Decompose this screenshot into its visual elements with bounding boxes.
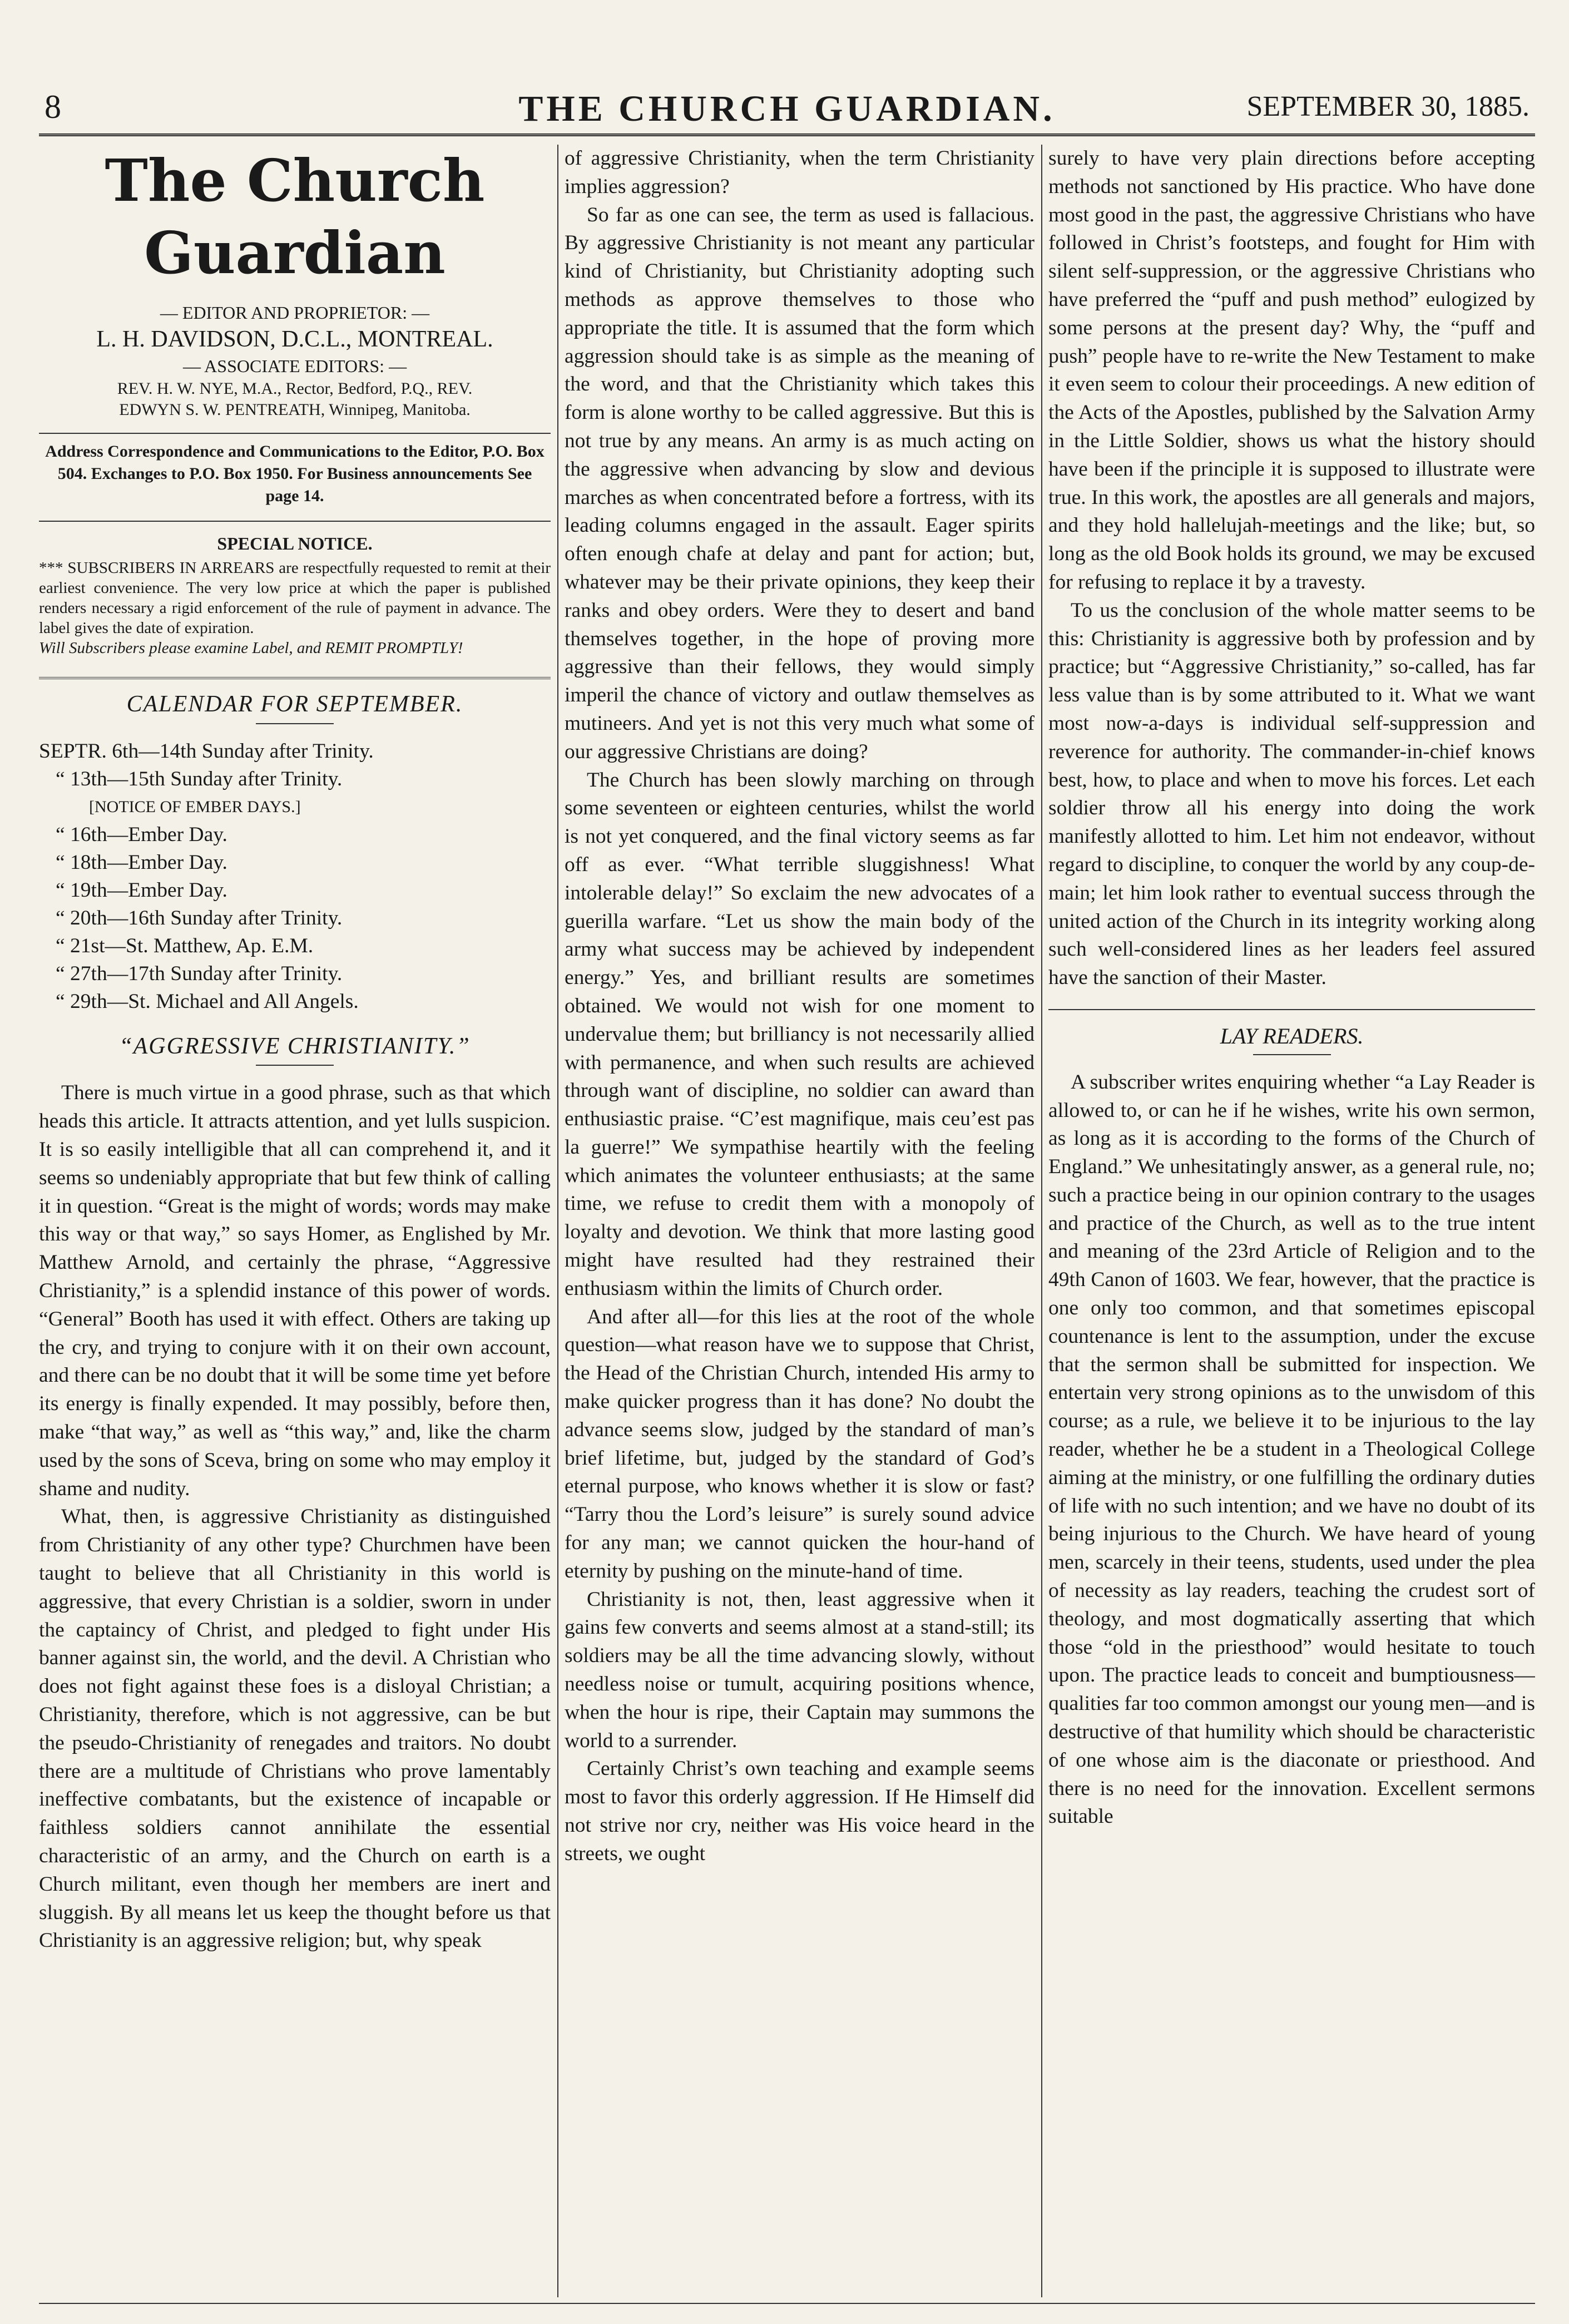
article-paragraph: There is much virtue in a good phrase, such as that which heads this article. It attracts attention, and yet lulls suspicion. It is so easily intelligible that all can comprehend it, and it seems so undeniably appropriate that but few think of calling it in question. “Great is the might of words; words may make this way or that way,” so says Homer, as Englished by Mr. Matthew Arnold, and certainly the phrase, “Aggressive Christianity,” is a splendid instance of this power of words. “General” Booth has used it with effect. Others are taking up the cry, and trying to conjure with it on their own account, and there can be no doubt that it will be some time yet before its energy is finally expended. It may possibly, before then, make “that way,” as well as “this way,” and, like the charm used by the sons of Sceva, bring on some who may employ it shame and nudity. [39, 1081, 551, 1500]
special-notice-heading: SPECIAL NOTICE. [39, 521, 551, 558]
lay-readers-paragraph: A subscriber writes enquiring whether “a Lay Reader is allowed to, or can he if he wishes, write his own sermon, as long as it is according to the forms of the Church of England.” We unhesitatingly answer, as a general rule, no; such a practice being in our opinion contrary to the usages and practice of the Church, as well as to the true intent and meaning of the 23rd Article of Religion and to the 49th Canon of 1603. We fear, however, that the practice is one only too common, and that sometimes episcopal countenance is lent to the assumption, under the excuse that the sermon shall be submitted for inspection. We entertain very strong opinions as to the unwisdom of this course; as a rule, we believe it to be injurious to the lay reader, whether he be a student in a Theological College aiming at the ministry, or one fulfilling the ordinary duties of life with no such intention; and we have no doubt of its being injurious to the Church. We have heard of young men, scarcely in their teens, students, used under the plea of necessity as lay readers, teaching the crudest sort of theology, and most dogmatically asserting that which those “old in the priesthood” would hesitate to touch upon. The practice leads to conceit and bumptiousness—qualities far too common amongst our young men—and is destructive of that humility which should be characteristic of one whose aim is the diaconate or priesthood. And there is no need for the innovation. Excellent sermons suitable [1048, 1070, 1535, 1828]
article-paragraph: And after all—for this lies at the root of the whole question—what reason have we to suppose that Christ, the Head of the Christian Church, intended His army to make quicker progress than it has done? No doubt the advance seems slow, judged by the standard of man’s brief lifetime, but, judged by the standard of God’s eternal purpose, who knows whether it is slow or fast? “Tarry thou the Lord’s leisure” is surely sound advice for any man; we cannot quicken the hour-hand of eternity by pushing on the minute-hand of time. [565, 1305, 1035, 1583]
editor-label: — EDITOR AND PROPRIETOR: — [160, 303, 430, 323]
calendar-entry: [NOTICE OF EMBER DAYS.] [89, 797, 301, 816]
special-notice-tail: Will Subscribers please examine Label, and REMIT PROMPTLY! [39, 639, 463, 657]
article-paragraph: The Church has been slowly marching on through some seventeen or eighteen centuries, whilst the world is not yet conquered, and the final victory seems as far off as ever. “What terrible sluggishness! What intolerable delay!” So exclaim the new advocates of a guerilla warfare. “Let us show the main body of the army what success may be achieved by independent energy.” Yes, and brilliant results are sometimes obtained. We would not wish for one moment to undervalue them; but brilliancy is not necessarily allied with permanence, and when such results are achieved through want of discipline, no soldier can award than enthusiastic praise. “C’est magnifique, mais ceu’est pas la guerre!” We sympathise heartily with the feeling which animates the volunteer enthusiasts; at the same time, we refuse to credit them with a monopoly of loyalty and devotion. We think that more lasting good might have resulted had they restrained their enthusiasm within the limits of Church order. [565, 768, 1035, 1300]
column-2 [565, 145, 1035, 2297]
associate-editor-line: REV. H. W. NYE, M.A., Rector, Bedford, P.Q., REV. [117, 379, 473, 398]
associate-editors-label: — ASSOCIATE EDITORS: — [182, 356, 407, 376]
article-paragraph: Certainly Christ’s own teaching and example seems most to favor this orderly aggression. If He Himself did not strive nor cry, neither was His voice heard in the streets, we ought [565, 1757, 1035, 1865]
article-paragraph: What, then, is aggressive Christianity as distinguished from Christianity of any other type? Churchmen have been taught to believe that all Christianity in this world is aggressive, that every Christian is a soldier, sworn in under the captaincy of Christ, and pledged to fight under His banner against sin, the world, and the devil. A Christian who does not fight against these foes is a disloyal Christian; a Christianity, therefore, which is not aggressive, can be but the pseudo-Christianity of renegades and traitors. No doubt there are a multitude of Christians who prove lamentably ineffective combatants, but the existence of incapable or faithless soldiers cannot annihilate the essential characteristic of an army, and the Church on earth is a Church militant, even though her members are inert and sluggish. By all means let us keep the thought before us that Christianity is an aggressive religion; but, why speak [39, 1505, 551, 1952]
column-divider [1041, 145, 1042, 2297]
calendar-entry: “ 18th—Ember Day. [56, 851, 227, 874]
article-paragraph: So far as one can see, the term as used is fallacious. By aggressive Christianity is not meant any particular kind of Christianity, but Christianity adopting such methods as approve themselves to those who appropriate the title. It is assumed that the form which aggression should take is as simple as the meaning of the word, and that the Christianity which takes this form is alone worthy to be called aggressive. But this is not true by any means. An army is as much acting on the aggressive when advancing by slow and devious marches as when concentrated before a fortress, with its leading columns engaged in the assault. Eager spirits often enough chafe at delay and pant for action; but, whatever may be their private opinions, they keep their ranks and obey orders. Were they to desert and band themselves together, in the hope of proving more aggressive than their fellows, they would simply imperil the chance of victory and outlaw themselves as mutineers. And yet is not this very much what some of our aggressive Christians are doing? [565, 203, 1035, 763]
calendar-entry: “ 20th—16th Sunday after Trinity. [56, 906, 343, 929]
article-paragraph: Christianity is not, then, least aggressive when it gains few converts and seems almost at a stand-still; its soldiers may be all the time advancing slowly, without needless noise or tumult, acquiring positions whence, when the hour is ripe, their Captain may summons the world to a surrender. [565, 1588, 1035, 1752]
correspondence-address: Address Correspondence and Communications to the Editor, P.O. Box 504. Exchanges to P.O. Box 1950. For Business announcements See page 14. [39, 433, 551, 507]
calendar-entry: “ 19th—Ember Day. [56, 878, 227, 902]
column-divider [557, 145, 558, 2297]
calendar-entry: SEPTR. 6th—14th Sunday after Trinity. [39, 739, 374, 763]
special-notice-body: *** SUBSCRIBERS IN ARREARS are respectfully requested to remit at their earliest convenience. The very low price at which the paper is published renders necessary a rigid enforcement of the rule of payment in advance. The label gives the date of expiration. [39, 558, 551, 637]
page-header [39, 83, 1535, 136]
article-heading: “AGGRESSIVE CHRISTIANITY.” [119, 1033, 471, 1059]
page-number: 8 [44, 88, 61, 125]
calendar-entry: “ 13th—15th Sunday after Trinity. [56, 767, 343, 790]
column-1 [39, 145, 551, 2297]
calendar-entry: “ 21st—St. Matthew, Ap. E.M. [56, 934, 314, 957]
issue-date: SEPTEMBER 30, 1885. [1246, 91, 1530, 122]
calendar-entry: “ 29th—St. Michael and All Angels. [56, 990, 359, 1013]
newspaper-title: THE CHURCH GUARDIAN. [518, 88, 1056, 129]
page-bottom-rule [39, 2303, 1535, 2304]
article-paragraph: of aggressive Christianity, when the term Christianity implies aggression? [565, 147, 1035, 198]
editor-name: L. H. DAVIDSON, D.C.L., MONTREAL. [96, 327, 493, 352]
masthead-title: The Church Guardian [105, 146, 485, 287]
associate-editor-line: EDWYN S. W. PENTREATH, Winnipeg, Manitoba. [119, 400, 471, 419]
calendar-entry: “ 16th—Ember Day. [56, 823, 227, 846]
calendar-entry: “ 27th—17th Sunday after Trinity. [56, 962, 343, 985]
article-paragraph: To us the conclusion of the whole matter seems to be this: Christianity is aggressive both by profession and by practice; but “Aggressive Christianity,” so-called, has far less value than is by some attributed to it. What we want most now-a-days is individual self-suppression and reverence for authority. The commander-in-chief knows best, how, to place and when to move his forces. Let each soldier throw all his energy into doing the work manifestly allotted to him. Let him not endeavor, without regard to discipline, to conquer the world by any coup-de-main; let him look rather to eventual success through the united action of the Church in its integrity working along such well-considered lines as her leaders feel assured have the sanction of their Master. [1048, 599, 1535, 990]
article-paragraph: surely to have very plain directions before accepting methods not sanctioned by His practice. Who have done most good in the past, the aggressive Christians who have followed in Christ’s footsteps, and fought for Him with silent self-suppression, or the aggressive Christians who have preferred the “puff and push method” eulogized by some persons at the present day? Why, the “puff and push” people have to re-write the New Testament to make it even seem to colour their proceedings. A new edition of the Acts of the Apostles, published by the Salvation Army in the Little Soldier, shows us what the history should have been if the principle it is supposed to illustrate were true. In this work, the apostles are all generals and majors, and they hold hallelujah-meetings and the like; but, so long as the old Book holds its ground, we may be excused for refusing to replace it by a travesty. [1048, 147, 1535, 594]
heading-rule [256, 1065, 334, 1066]
heading-rule [256, 723, 334, 724]
lay-readers-heading: LAY READERS. [1048, 1009, 1535, 1051]
calendar-list [39, 738, 551, 1016]
column-3 [1048, 145, 1535, 2297]
heading-rule [1253, 1054, 1331, 1055]
calendar-heading: CALENDAR FOR SEPTEMBER. [39, 677, 551, 719]
